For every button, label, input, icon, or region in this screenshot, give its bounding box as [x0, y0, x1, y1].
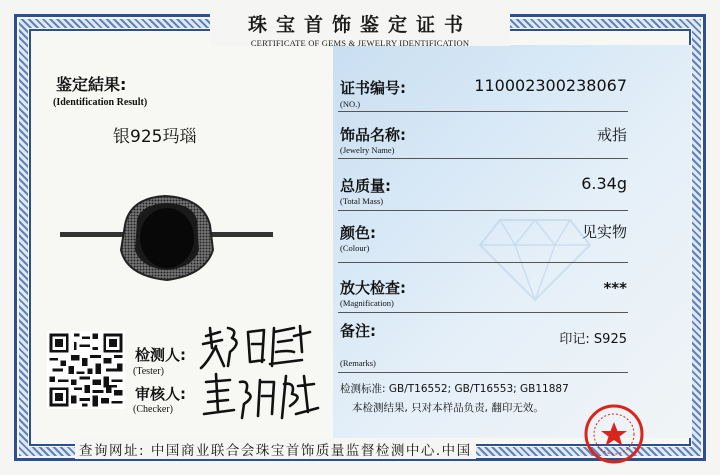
official-seal-stamp	[583, 403, 645, 465]
magnification-label: 放大检查:	[340, 279, 406, 297]
total-mass-label: 总质量:	[340, 177, 391, 195]
identification-label-en: (Identification Result)	[53, 97, 148, 108]
tester-label: 检测人:	[135, 346, 186, 364]
test-standards: 检测标准: GB/T16552; GB/T16553; GB11887	[340, 383, 569, 395]
divider	[338, 262, 628, 263]
divider	[338, 210, 628, 211]
colour-value: 见实物	[581, 223, 627, 241]
checker-label-en: (Checker)	[133, 404, 173, 415]
jewelry-name-label-en: (Jewelry Name)	[340, 145, 395, 155]
remarks-label: 备注:	[340, 322, 376, 340]
divider	[338, 158, 628, 159]
identification-label: 鉴定結果:	[56, 75, 127, 94]
certificate-number-label: 证书编号:	[340, 79, 406, 97]
remarks-label-en: (Remarks)	[340, 358, 376, 368]
tester-label-en: (Tester)	[133, 366, 164, 377]
checker-label: 审核人:	[135, 385, 186, 403]
disclaimer: 本检测结果, 只对本样品负责, 翻印无效。	[352, 402, 544, 414]
divider	[338, 111, 628, 112]
jewelry-name-label: 饰品名称:	[340, 126, 406, 144]
qr-code[interactable]	[47, 331, 125, 409]
colour-label: 颜色:	[340, 224, 376, 242]
certificate-number-value: 110002300238067	[474, 76, 627, 95]
identification-value: 银925玛瑙	[113, 127, 197, 147]
colour-label-en: (Colour)	[340, 243, 370, 253]
checker-signature	[200, 372, 325, 422]
remarks-value: 印记: S925	[559, 332, 627, 347]
title-english: CERTIFICATE OF GEMS & JEWELRY IDENTIFICATION	[250, 38, 470, 48]
jewelry-name-value: 戒指	[596, 126, 627, 144]
certificate-number-label-en: (NO.)	[340, 99, 361, 109]
magnification-value: ***	[603, 279, 627, 297]
title-chinese: 珠宝首饰鉴定证书	[247, 14, 472, 36]
certificate-title	[210, 6, 510, 46]
tester-signature	[198, 322, 323, 372]
divider	[338, 312, 628, 313]
total-mass-label-en: (Total Mass)	[340, 196, 384, 206]
ring-photo	[55, 190, 280, 285]
total-mass-value: 6.34g	[581, 174, 627, 193]
divider	[338, 372, 628, 373]
query-website: 查询网址: 中国商业联合会珠宝首饰质量监督检测中心.中国	[75, 439, 476, 459]
magnification-label-en: (Magnification)	[340, 298, 394, 308]
